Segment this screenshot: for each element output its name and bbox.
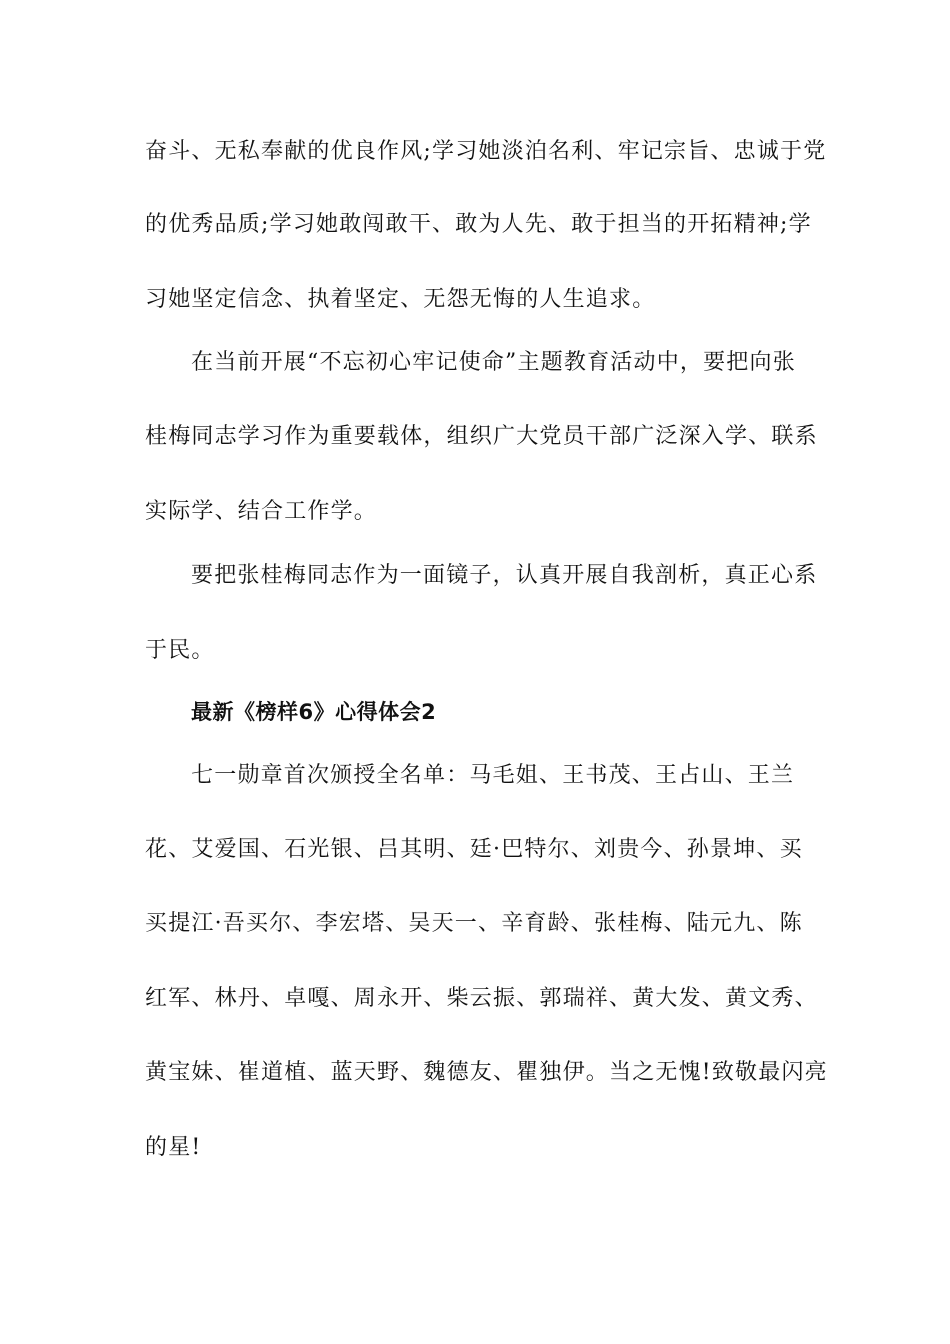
paragraph-line: 红军、林丹、卓嘎、周永开、柴云振、郭瑞祥、黄大发、黄文秀、 <box>145 986 818 1011</box>
paragraph-line: 黄宝妹、崔道植、蓝天野、魏德友、瞿独伊。当之无愧!致敬最闪亮 <box>145 1060 828 1085</box>
paragraph-line: 实际学、结合工作学。 <box>145 499 378 524</box>
paragraph-line: 习她坚定信念、执着坚定、无怨无悔的人生追求。 <box>145 287 656 312</box>
paragraph-line: 于民。 <box>145 638 215 663</box>
paragraph-line: 桂梅同志学习作为重要载体，组织广大党员干部广泛深入学、联系 <box>145 424 818 449</box>
paragraph-line: 花、艾爱国、石光银、吕其明、廷·巴特尔、刘贵今、孙景坤、买 <box>145 837 803 862</box>
paragraph-line: 在当前开展“不忘初心牢记使命”主题教育活动中，要把向张 <box>191 350 796 375</box>
section-heading: 最新《榜样6》心得体会2 <box>191 700 437 724</box>
paragraph-line: 的星! <box>145 1135 202 1160</box>
paragraph-line: 要把张桂梅同志作为一面镜子，认真开展自我剖析，真正心系 <box>191 563 818 588</box>
paragraph-line: 七一勋章首次颁授全名单：马毛姐、王书茂、王占山、王兰 <box>191 763 795 788</box>
paragraph-line: 的优秀品质;学习她敢闯敢干、敢为人先、敢于担当的开拓精神;学 <box>145 212 812 237</box>
paragraph-line: 买提江·吾买尔、李宏塔、吴天一、辛育龄、张桂梅、陆元九、陈 <box>145 911 803 936</box>
paragraph-line: 奋斗、无私奉献的优良作风;学习她淡泊名利、牢记宗旨、忠诚于党 <box>145 139 827 164</box>
